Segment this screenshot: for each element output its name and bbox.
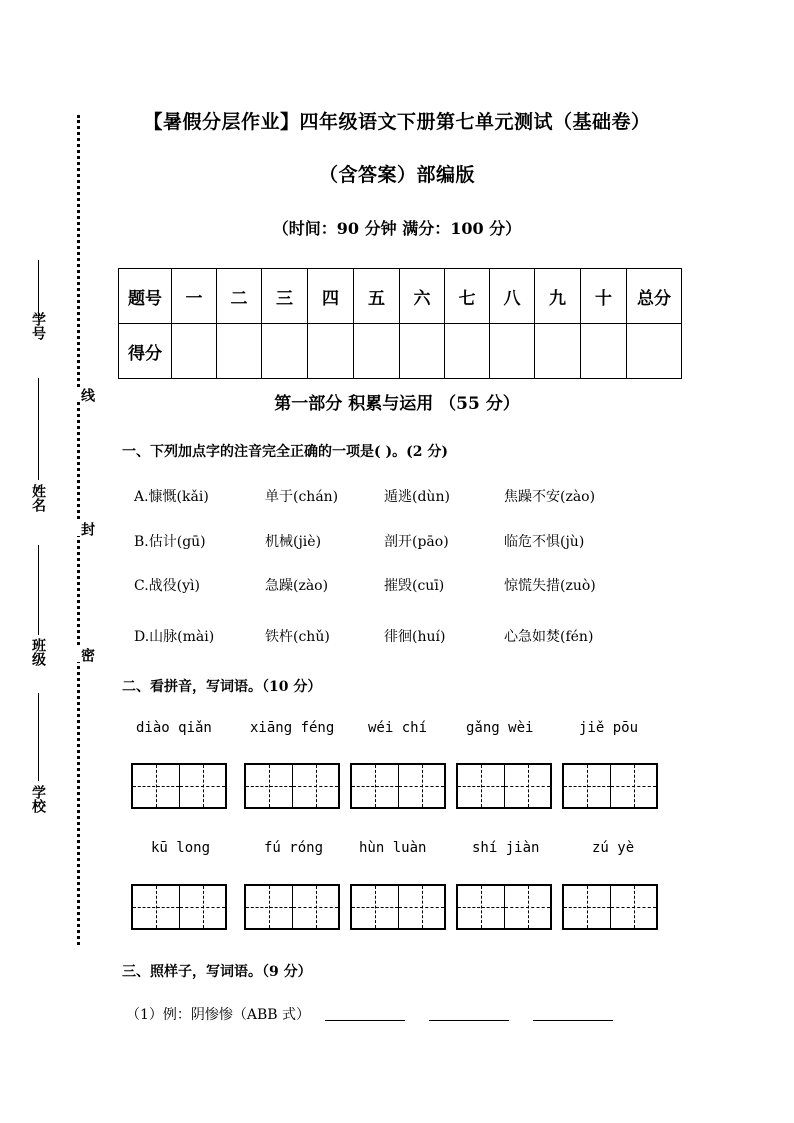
pinyin-label: zú yè [592,840,635,856]
table-cell: 得分 [119,324,172,379]
q1-option-a-word4: 焦躁不安(zào) [504,489,596,505]
score-input-cell[interactable] [262,324,308,379]
score-input-cell[interactable] [445,324,490,379]
class-underline [38,545,39,635]
writing-grid[interactable] [562,763,658,809]
student-id-label: 学号 [30,312,46,340]
writing-grid[interactable] [456,763,552,809]
writing-grid[interactable] [131,884,227,930]
q1-option-a-word3: 遁逃(dùn) [384,489,450,505]
table-cell: 九 [535,269,581,324]
score-input-cell[interactable] [308,324,354,379]
table-cell: 二 [217,269,262,324]
name-label: 姓名 [30,484,46,512]
pinyin-label: diào qiǎn [136,720,212,736]
page-title: 【暑假分层作业】四年级语文下册第七单元测试（基础卷） [143,111,651,133]
table-cell: 四 [308,269,354,324]
pinyin-label: xiāng féng [250,720,335,736]
pinyin-label: hùn luàn [359,840,427,856]
pinyin-label: jiě pōu [579,720,639,736]
score-table-header-row [119,269,682,324]
table-cell: 六 [400,269,445,324]
pinyin-label: kū long [151,840,211,856]
writing-grid[interactable] [350,763,446,809]
pinyin-label: shí jiàn [472,840,540,856]
score-input-cell[interactable] [627,324,682,379]
school-label: 学校 [30,785,46,813]
seal-char-secret: 密 [79,648,95,662]
score-input-cell[interactable] [535,324,581,379]
page-subtitle: （含答案）部编版 [318,164,475,186]
student-id-underline [38,260,39,320]
writing-grid[interactable] [456,884,552,930]
score-input-cell[interactable] [490,324,535,379]
table-cell: 三 [262,269,308,324]
score-input-cell[interactable] [172,324,217,379]
pinyin-label: gǎng wèi [466,720,534,736]
q1-option-d-word4: 心急如焚(fén) [504,629,594,645]
q1-option-b-word3: 剖开(pāo) [384,534,449,550]
q3-item1-prompt: （1）例：阴惨惨（ABB 式） [126,1007,311,1023]
q1-option-b-word1[interactable]: B.估计(gū) [134,534,206,550]
q1-option-d-word1[interactable]: D.山脉(mài) [134,629,215,645]
q1-option-d-word2: 铁杵(chǔ) [265,629,330,645]
q1-option-a-word2: 单于(chán) [265,489,339,505]
writing-grid[interactable] [244,763,340,809]
score-table [118,268,682,379]
q1-option-b-word2: 机械(jiè) [265,534,322,550]
score-input-cell[interactable] [581,324,627,379]
q2-heading: 二、看拼音，写词语。（10 分） [122,679,322,695]
writing-grid[interactable] [562,884,658,930]
class-label: 班级 [30,638,46,666]
table-cell: 十 [581,269,627,324]
seal-char-seal: 封 [79,522,95,536]
q1-option-c-word1[interactable]: C.战役(yì) [134,578,200,594]
q1-option-c-word3: 摧毁(cuī) [384,578,445,594]
table-cell: 五 [354,269,400,324]
time-info: （时间：90 分钟 满分：100 分） [272,219,522,238]
school-underline [38,693,39,781]
seal-char-line: 线 [79,388,95,402]
score-input-cell[interactable] [400,324,445,379]
table-cell: 一 [172,269,217,324]
writing-grid[interactable] [131,763,227,809]
q3-heading: 三、照样子，写词语。（9 分） [122,964,312,980]
table-cell: 七 [445,269,490,324]
pinyin-label: fú róng [264,840,324,856]
writing-grid[interactable] [244,884,340,930]
score-input-cell[interactable] [354,324,400,379]
answer-blank[interactable] [325,1020,405,1021]
q1-option-d-word3: 徘徊(huí) [384,629,446,645]
pinyin-label: wéi chí [368,720,428,736]
q1-option-c-word4: 惊慌失措(zuò) [504,578,596,594]
answer-blank[interactable] [429,1020,509,1021]
q1-option-b-word4: 临危不惧(jù) [504,534,585,550]
answer-blank[interactable] [533,1020,613,1021]
score-input-cell[interactable] [217,324,262,379]
part1-heading: 第一部分 积累与运用 （55 分） [274,394,520,414]
writing-grid[interactable] [350,884,446,930]
q1-heading: 一、下列加点字的注音完全正确的一项是( )。(2 分) [122,444,448,460]
q1-option-a-word1[interactable]: A.慷慨(kǎi) [134,489,209,505]
score-table-score-row [119,324,682,379]
table-cell: 题号 [119,269,172,324]
table-cell: 总分 [627,269,682,324]
table-cell: 八 [490,269,535,324]
q1-option-c-word2: 急躁(zào) [265,578,329,594]
